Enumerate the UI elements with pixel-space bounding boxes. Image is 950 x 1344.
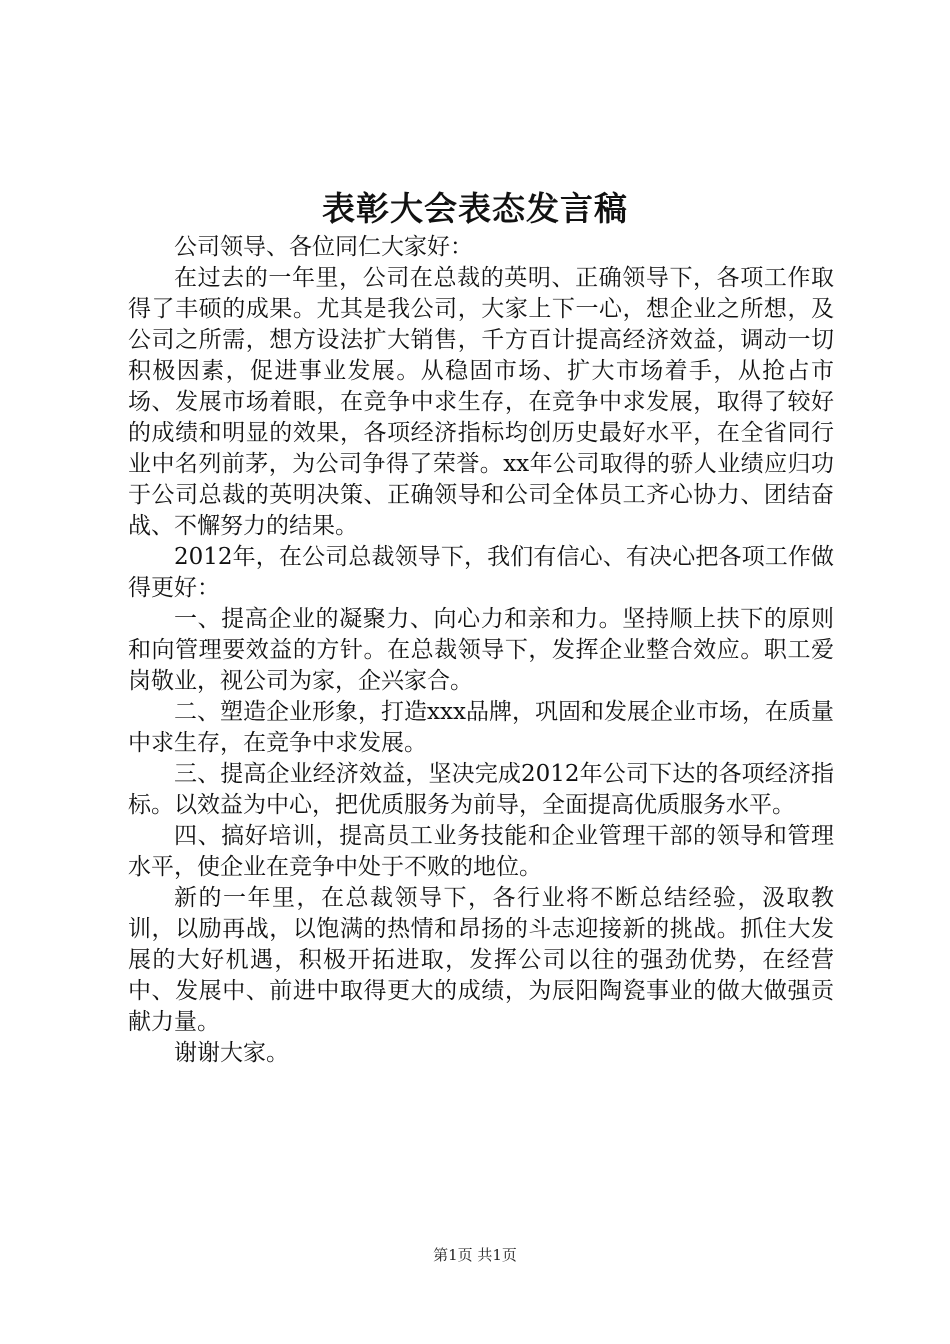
paragraph-new-year: 新的一年里，在总裁领导下，各行业将不断总结经验，汲取教训，以励再战，以饱满的热情和昂扬的斗志迎接新的挑战。抓住大发展的大好机遇，积极开拓进取，发挥公司以往的强劲优势，在经营中、发展中、前进中取得更大的成绩，为辰阳陶瓷事业的做大做强贡献力量。 <box>128 885 834 1035</box>
paragraph-thanks: 谢谢大家。 <box>174 1040 289 1066</box>
page-title: 表彰大会表态发言稿 <box>322 189 628 228</box>
document-body <box>128 232 834 1069</box>
paragraph-greeting: 公司领导、各位同仁大家好： <box>174 234 473 260</box>
paragraph-point-two: 二、塑造企业形象，打造xxx品牌，巩固和发展企业市场，在质量中求生存，在竞争中求发展。 <box>128 699 834 756</box>
paragraph-point-one: 一、提高企业的凝聚力、向心力和亲和力。坚持顺上扶下的原则和向管理要效益的方针。在总裁领导下，发挥企业整合效应。职工爱岗敬业，视公司为家，企兴家合。 <box>128 606 834 694</box>
paragraph-point-four: 四、搞好培训，提高员工业务技能和企业管理干部的领导和管理水平，使企业在竞争中处于不败的地位。 <box>128 823 834 880</box>
paragraph-point-three: 三、提高企业经济效益，坚决完成2012年公司下达的各项经济指标。以效益为中心，把优质服务为前导，全面提高优质服务水平。 <box>128 761 834 818</box>
paragraph-review: 在过去的一年里，公司在总裁的英明、正确领导下，各项工作取得了丰硕的成果。尤其是我公司，大家上下一心，想企业之所想，及公司之所需，想方设法扩大销售，千方百计提高经济效益，调动一切积极因素，促进事业发展。从稳固市场、扩大市场着手，从抢占市场、发展市场着眼，在竞争中求生存，在竞争中求发展，取得了较好的成绩和明显的效果，各项经济指标均创历史最好水平，在全省同行业中名列前茅，为公司争得了荣誉。xx年公司取得的骄人业绩应归功于公司总裁的英明决策、正确领导和公司全体员工齐心协力、团结奋战、不懈努力的结果。 <box>128 265 834 539</box>
page-footer: 第1页 共1页 <box>433 1246 517 1264</box>
paragraph-intro-2012: 2012年，在公司总裁领导下，我们有信心、有决心把各项工作做得更好： <box>128 544 834 601</box>
